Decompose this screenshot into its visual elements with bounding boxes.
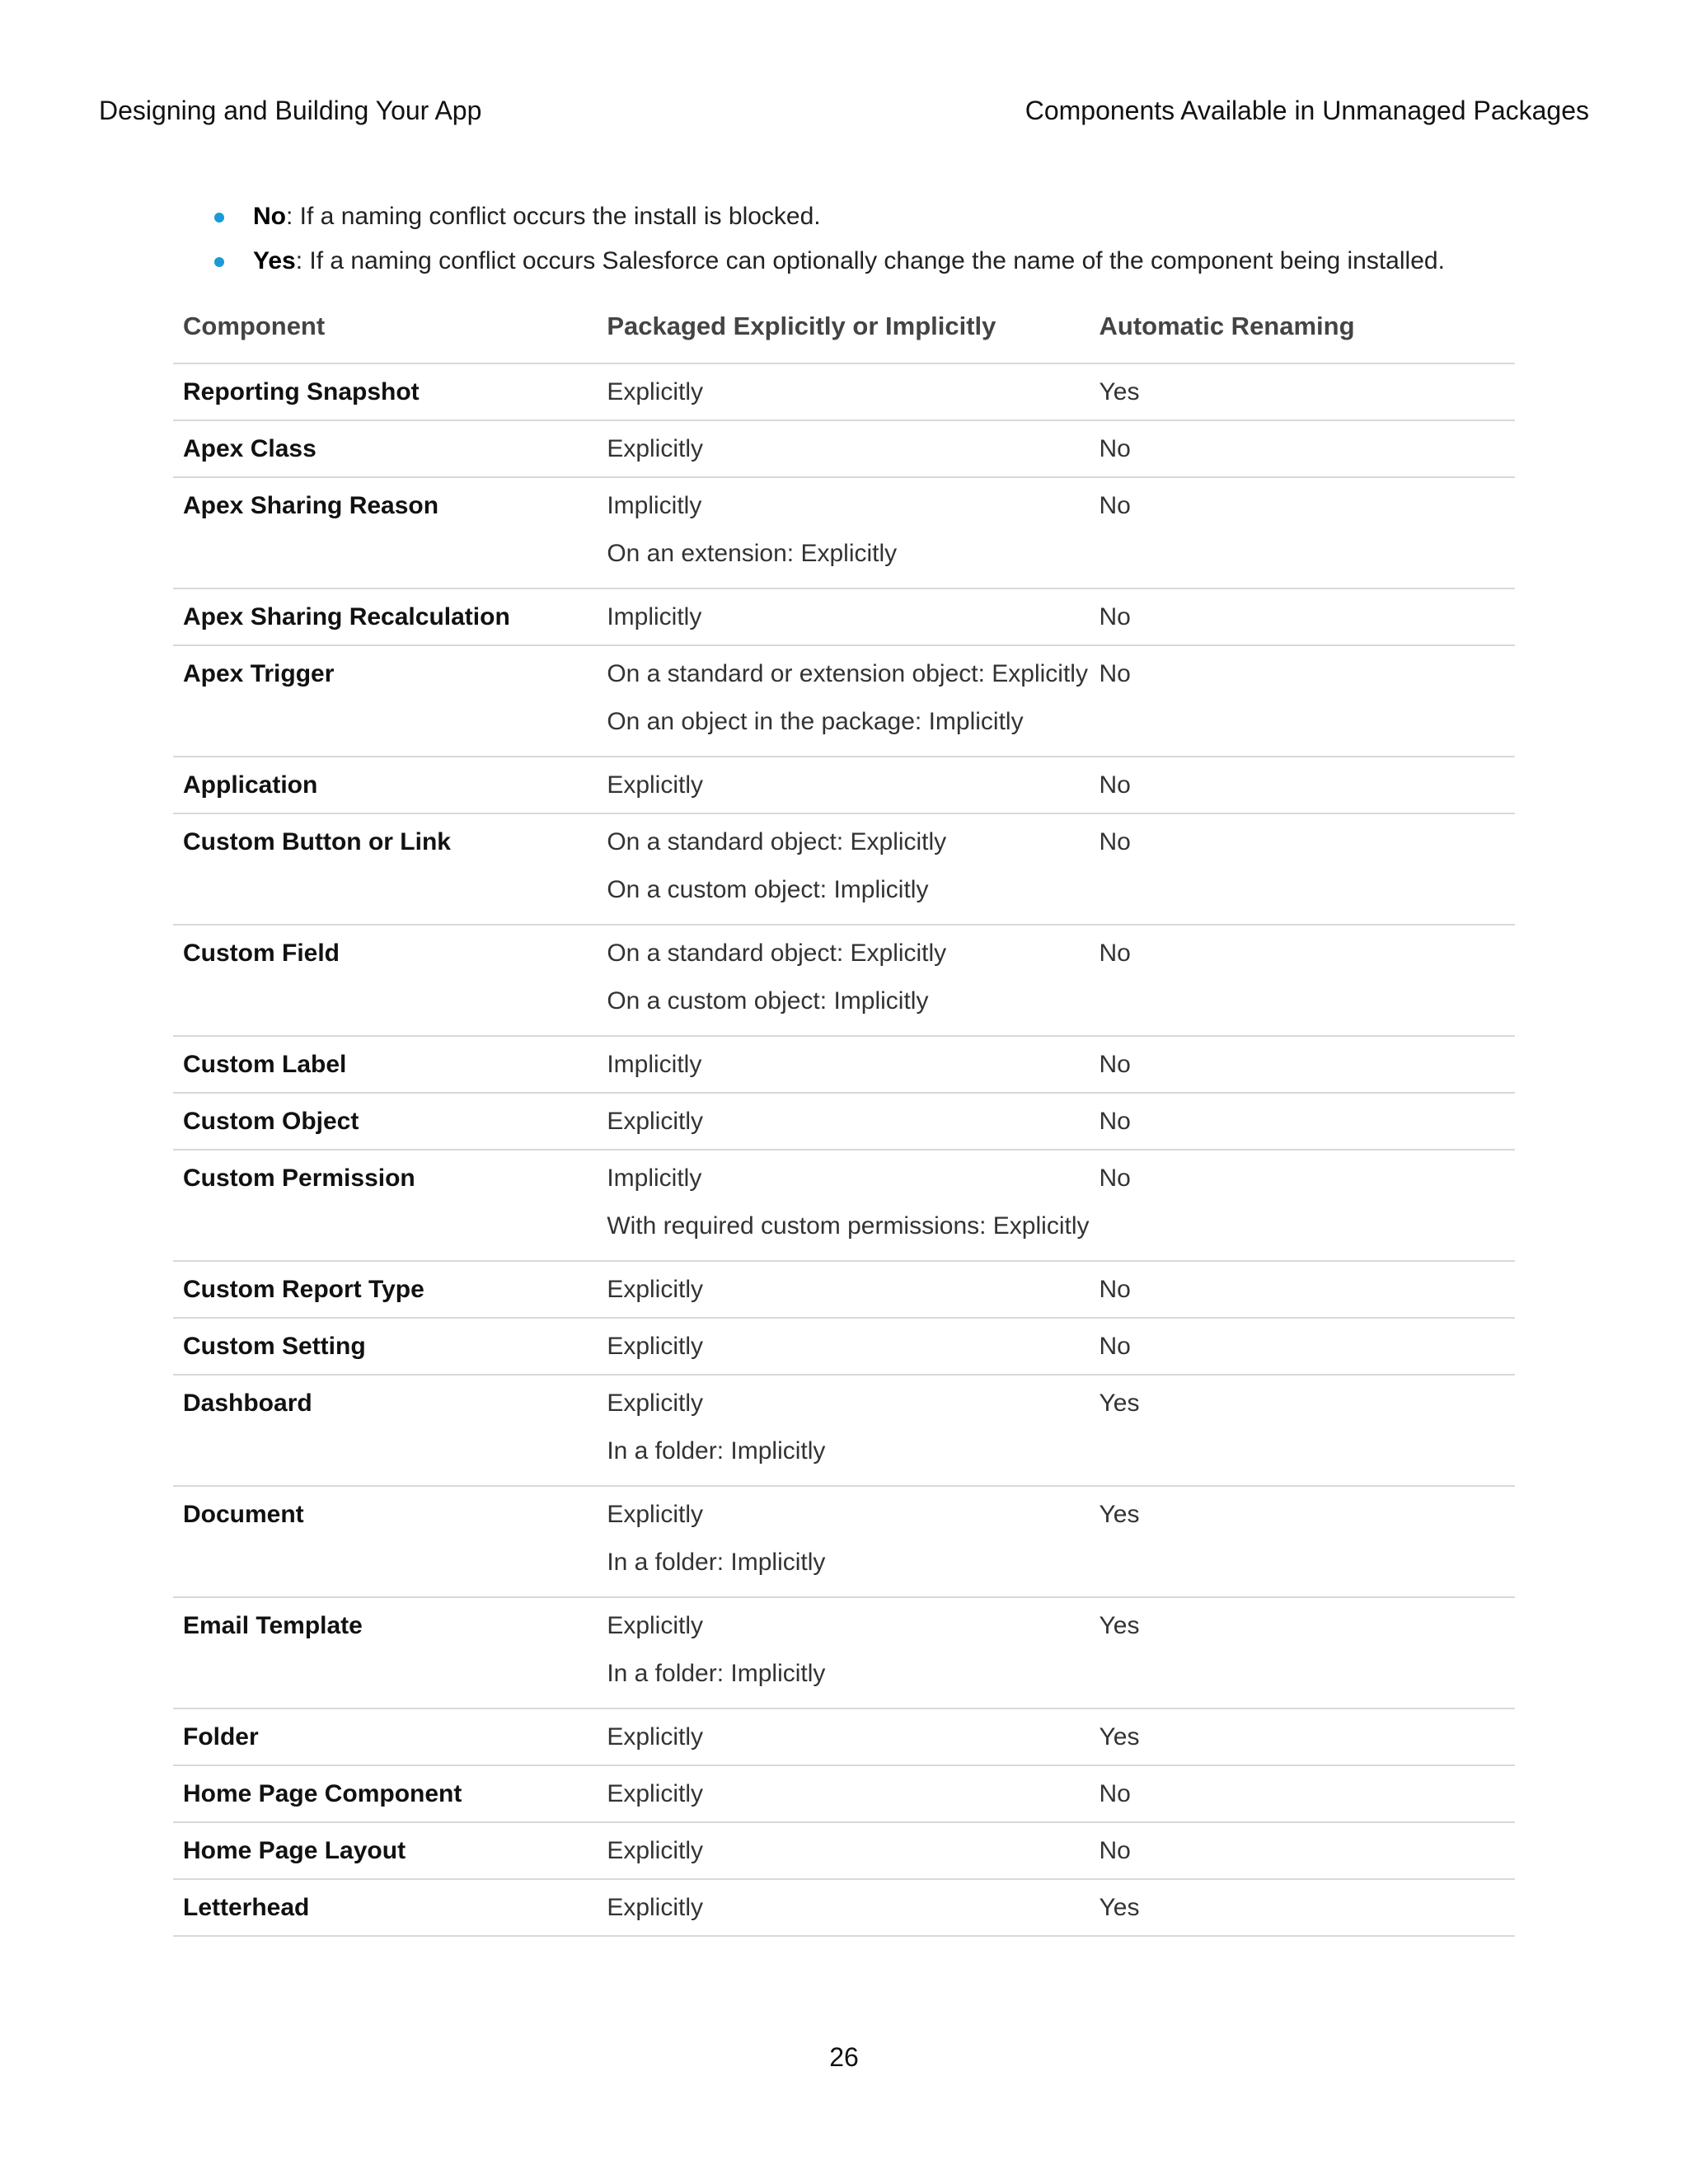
table-row xyxy=(173,1261,1515,1318)
bullet-item xyxy=(214,239,1445,284)
packaged-line: Explicitly xyxy=(607,1723,704,1750)
component-name: Apex Class xyxy=(173,420,597,477)
packaged-cell xyxy=(597,1150,1089,1261)
component-name: Custom Permission xyxy=(173,1150,597,1261)
packaged-cell xyxy=(597,588,1089,645)
renaming-cell: Yes xyxy=(1090,1879,1516,1936)
component-name: Reporting Snapshot xyxy=(173,363,597,420)
packaged-line: Explicitly xyxy=(607,1612,704,1639)
renaming-cell: Yes xyxy=(1090,363,1516,420)
table-row xyxy=(173,1036,1515,1093)
table-header-row xyxy=(173,305,1515,363)
table-row xyxy=(173,1150,1515,1261)
component-name: Letterhead xyxy=(173,1879,597,1936)
bullet-dot-icon xyxy=(214,257,224,267)
table-row xyxy=(173,1822,1515,1879)
packaged-line: Explicitly xyxy=(607,1894,704,1921)
table-row xyxy=(173,1318,1515,1375)
components-table xyxy=(173,305,1515,1937)
component-name: Custom Label xyxy=(173,1036,597,1093)
packaged-line: Explicitly xyxy=(607,1108,704,1135)
packaged-line: Explicitly xyxy=(607,435,704,462)
table-row xyxy=(173,1879,1515,1936)
component-name: Application xyxy=(173,757,597,813)
packaged-cell xyxy=(597,1765,1089,1822)
packaged-line: With required custom permissions: Explicitly xyxy=(607,1212,1090,1240)
bullet-dot-icon xyxy=(214,213,224,223)
component-name: Document xyxy=(173,1486,597,1597)
bullet-text: : If a naming conflict occurs the install is blocked. xyxy=(286,203,821,230)
component-name: Apex Sharing Reason xyxy=(173,477,597,588)
bullet-text: : If a naming conflict occurs Salesforce can optionally change the name of the component being installed. xyxy=(295,247,1445,274)
packaged-line: Implicitly xyxy=(607,1051,702,1078)
packaged-cell xyxy=(597,1822,1089,1879)
table-row xyxy=(173,1375,1515,1486)
packaged-line: Explicitly xyxy=(607,378,704,405)
renaming-cell: No xyxy=(1090,420,1516,477)
packaged-line: Explicitly xyxy=(607,1501,704,1528)
renaming-cell: No xyxy=(1090,645,1516,757)
column-header-component: Component xyxy=(173,305,597,363)
renaming-cell: No xyxy=(1090,813,1516,925)
packaged-line: In a folder: Implicitly xyxy=(607,1437,826,1465)
renaming-cell: No xyxy=(1090,588,1516,645)
renaming-cell: No xyxy=(1090,925,1516,1036)
naming-conflict-list xyxy=(214,194,1445,284)
column-header-renaming: Automatic Renaming xyxy=(1090,305,1516,363)
table-body xyxy=(173,363,1515,1936)
packaged-cell xyxy=(597,925,1089,1036)
renaming-cell: Yes xyxy=(1090,1486,1516,1597)
packaged-cell xyxy=(597,363,1089,420)
bullet-label: No xyxy=(253,203,286,230)
renaming-cell: No xyxy=(1090,1036,1516,1093)
packaged-cell xyxy=(597,1261,1089,1318)
table-row xyxy=(173,1597,1515,1708)
packaged-cell xyxy=(597,645,1089,757)
packaged-line: Explicitly xyxy=(607,1837,704,1864)
renaming-cell: No xyxy=(1090,1261,1516,1318)
renaming-cell: No xyxy=(1090,1150,1516,1261)
renaming-cell: Yes xyxy=(1090,1375,1516,1486)
table-row xyxy=(173,588,1515,645)
page-number: 26 xyxy=(829,2042,859,2072)
renaming-cell: No xyxy=(1090,477,1516,588)
bullet-label: Yes xyxy=(253,247,296,274)
packaged-line: On a standard object: Explicitly xyxy=(607,940,947,967)
packaged-cell xyxy=(597,1036,1089,1093)
table-row xyxy=(173,420,1515,477)
running-header-left: Designing and Building Your App xyxy=(99,96,482,125)
table-row xyxy=(173,1486,1515,1597)
packaged-cell xyxy=(597,813,1089,925)
packaged-cell xyxy=(597,1486,1089,1597)
renaming-cell: No xyxy=(1090,1318,1516,1375)
table-row xyxy=(173,757,1515,813)
component-name: Apex Trigger xyxy=(173,645,597,757)
bullet-item xyxy=(214,194,1445,239)
packaged-line: On a custom object: Implicitly xyxy=(607,876,929,903)
table-row xyxy=(173,813,1515,925)
running-header-right: Components Available in Unmanaged Packages xyxy=(1025,96,1589,125)
component-name: Folder xyxy=(173,1708,597,1765)
renaming-cell: No xyxy=(1090,1822,1516,1879)
component-name: Email Template xyxy=(173,1597,597,1708)
table-row xyxy=(173,1708,1515,1765)
packaged-cell xyxy=(597,420,1089,477)
table-row xyxy=(173,645,1515,757)
component-name: Dashboard xyxy=(173,1375,597,1486)
packaged-cell xyxy=(597,1597,1089,1708)
packaged-line: Implicitly xyxy=(607,1165,702,1192)
packaged-cell xyxy=(597,1708,1089,1765)
component-name: Custom Button or Link xyxy=(173,813,597,925)
component-name: Apex Sharing Recalculation xyxy=(173,588,597,645)
packaged-cell xyxy=(597,1093,1089,1150)
component-name: Custom Setting xyxy=(173,1318,597,1375)
component-name: Home Page Layout xyxy=(173,1822,597,1879)
packaged-line: In a folder: Implicitly xyxy=(607,1660,826,1687)
packaged-cell xyxy=(597,477,1089,588)
packaged-line: On an object in the package: Implicitly xyxy=(607,708,1024,735)
packaged-line: In a folder: Implicitly xyxy=(607,1549,826,1576)
packaged-line: On a standard or extension object: Explicitly xyxy=(607,660,1088,687)
packaged-cell xyxy=(597,757,1089,813)
packaged-line: Explicitly xyxy=(607,771,704,799)
table-row xyxy=(173,925,1515,1036)
component-name: Home Page Component xyxy=(173,1765,597,1822)
packaged-cell xyxy=(597,1879,1089,1936)
table-row xyxy=(173,363,1515,420)
packaged-line: On a custom object: Implicitly xyxy=(607,987,929,1015)
table-row xyxy=(173,477,1515,588)
renaming-cell: No xyxy=(1090,1765,1516,1822)
component-name: Custom Object xyxy=(173,1093,597,1150)
renaming-cell: Yes xyxy=(1090,1597,1516,1708)
component-name: Custom Field xyxy=(173,925,597,1036)
packaged-line: Implicitly xyxy=(607,603,702,630)
packaged-line: On a standard object: Explicitly xyxy=(607,828,947,855)
packaged-line: Explicitly xyxy=(607,1780,704,1807)
table-row xyxy=(173,1093,1515,1150)
packaged-cell xyxy=(597,1318,1089,1375)
packaged-line: Explicitly xyxy=(607,1390,704,1417)
component-name: Custom Report Type xyxy=(173,1261,597,1318)
packaged-line: On an extension: Explicitly xyxy=(607,540,898,567)
table-row xyxy=(173,1765,1515,1822)
renaming-cell: No xyxy=(1090,1093,1516,1150)
packaged-line: Explicitly xyxy=(607,1276,704,1303)
packaged-line: Implicitly xyxy=(607,492,702,519)
renaming-cell: No xyxy=(1090,757,1516,813)
column-header-packaged: Packaged Explicitly or Implicitly xyxy=(597,305,1089,363)
packaged-line: Explicitly xyxy=(607,1333,704,1360)
packaged-cell xyxy=(597,1375,1089,1486)
renaming-cell: Yes xyxy=(1090,1708,1516,1765)
